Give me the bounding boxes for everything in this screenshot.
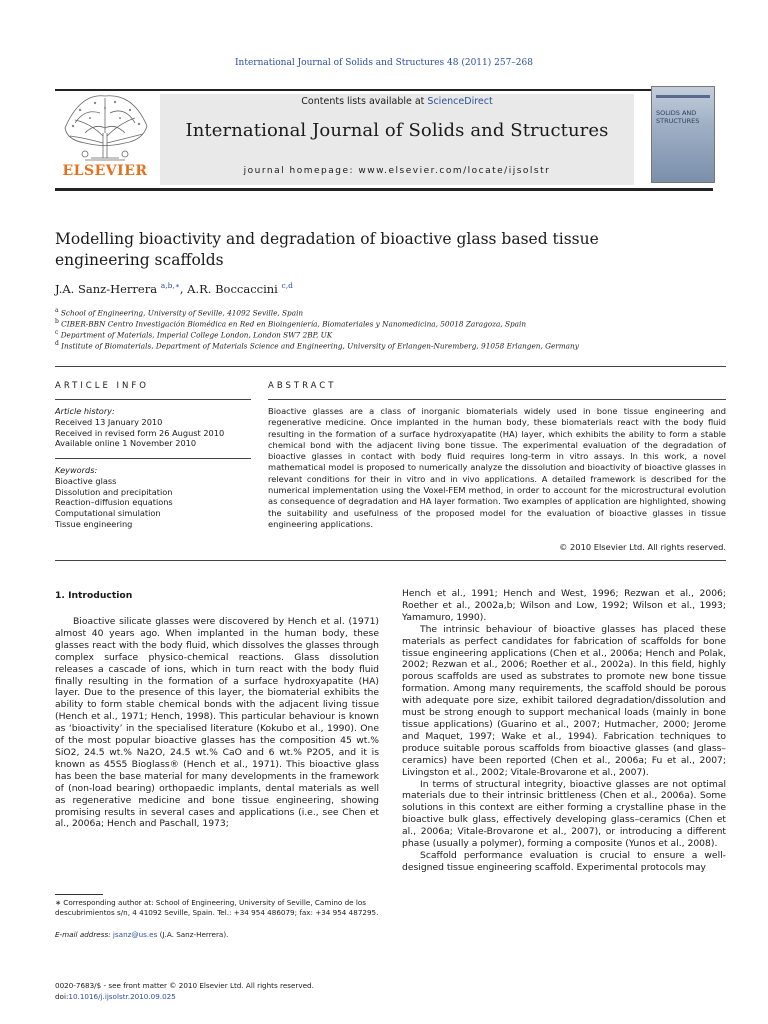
- footnote-rule: [55, 894, 103, 895]
- author-list: [55, 281, 293, 296]
- intro-paragraph-4: Scaffold performance evaluation is crucial to ensure a well-designed tissue engineering scaffold. Experimental protocols may: [402, 849, 726, 873]
- corresponding-author-note: ∗ Corresponding author at: School of Engineering, University of Seville, Camino de los descubrimientos s/n, 4 41092 Seville, Spain. Tel.: +34 954 486079; fax: +34 954 487295.: [55, 898, 379, 917]
- affiliation-text: School of Engineering, University of Seville, 41092 Seville, Spain: [60, 308, 304, 318]
- author-separator: ,: [179, 281, 188, 296]
- email-note: [55, 930, 385, 940]
- abstract-copyright: © 2010 Elsevier Ltd. All rights reserved.: [559, 542, 726, 552]
- body-column-left: [55, 616, 379, 830]
- intro-paragraph-3: In terms of structural integrity, bioactive glasses are not optimal materials due to their intrinsic brittleness (Chen et al., 2006a). Some solutions in this context are either forming a crystalline phase in the bioactive bulk glass, effectively developing glass–ceramics (Chen et al., 2006a; Vitale-Brovarone et al., 2007), or introducing a different phase (usually a polymer), forming a composite (Yunos et al., 2008).: [402, 778, 726, 850]
- article-title: Modelling bioactivity and degradation of bioactive glass based tissue engineering scaffolds: [55, 230, 599, 269]
- journal-homepage[interactable]: journal homepage: www.elsevier.com/locate/ijsolstr: [243, 166, 551, 176]
- intro-paragraph-continued: Hench et al., 1991; Hench and West, 1996; Rezwan et al., 2006; Roether et al., 2002a,b; Wilson and Low, 1992; Wilson et al., 1993; Yamamuro, 1990).: [402, 588, 726, 623]
- intro-paragraph-2: The intrinsic behaviour of bioactive glasses has placed these materials as perfect candidates for fabrication of scaffolds for bone tissue engineering applications (Chen et al., 2006a; Hench and Polak, 2002; Rezwan et al., 2006; Roether et al., 2002a). In this field, highly porous scaffolds are used as substrates to promote new bone tissue formation. Among many requirements, the scaffold should be porous with adequate pore size, exhibit tailored degradation/dissolution and must be strong enough to support mechanical loads (mainly in bone tissue applications) (Guarino et al., 2007; Hutmacher, 2000; Jerome and Maquet, 1997; Wake et al., 1994). Fabrication techniques to produce suitable porous scaffolds from bioactive glasses (and glass–ceramics) have been reported (Chen et al., 2006a; Fu et al., 2007; Livingston et al., 2002; Vitale-Brovarone et al., 2007).: [402, 623, 726, 778]
- article-info-rule: [55, 399, 251, 400]
- online-date: Available online 1 November 2010: [55, 438, 197, 449]
- contents-prefix: Contents lists available at: [301, 96, 428, 107]
- revised-date: Received in revised form 26 August 2010: [55, 427, 225, 438]
- body-column-right: [402, 588, 726, 874]
- keywords-label: Keywords:: [55, 465, 98, 475]
- affiliation-mark: b: [55, 318, 59, 325]
- author-1-affiliation-marks[interactable]: a,b,∗: [160, 281, 180, 290]
- article-history: [55, 406, 255, 449]
- affiliation-mark: a: [55, 307, 59, 314]
- journal-name: International Journal of Solids and Structures: [185, 120, 609, 141]
- affiliation-text: Institute of Biomaterials, Department of Materials Science and Engineering, University of Erlangen-Nuremberg, 91058 Erlangen, Germany: [61, 341, 579, 351]
- keyword: Tissue engineering: [55, 518, 133, 529]
- history-label: Article history:: [55, 406, 115, 416]
- keywords-rule: [55, 458, 251, 459]
- cover-title: SOLIDS AND STRUCTURES: [656, 109, 700, 125]
- author-2: A.R. Boccaccini: [187, 281, 278, 296]
- sciencedirect-link[interactable]: ScienceDirect: [427, 96, 493, 107]
- email-label: E-mail address:: [55, 930, 113, 939]
- affiliation-text: Department of Materials, Imperial College London, London SW7 2BP, UK: [60, 330, 333, 340]
- front-matter-line: 0020-7683/$ - see front matter © 2010 Elsevier Ltd. All rights reserved.: [55, 981, 314, 990]
- doi-block: [55, 981, 314, 1002]
- section-heading-introduction: 1. Introduction: [55, 590, 133, 601]
- affiliation-text: CIBER-BBN Centro Investigación Biomédica en Red en Bioingeniería, Biomateriales y Nanomedicina, 50018 Zaragoza, Spain: [61, 319, 527, 329]
- abstract-bottom-rule: [55, 560, 726, 561]
- article-info-heading: ARTICLE INFO: [55, 381, 149, 391]
- doi-line: [55, 992, 314, 1003]
- journal-cover-image[interactable]: [651, 86, 715, 183]
- intro-paragraph-1: Bioactive silicate glasses were discovered by Hench et al. (1971) almost 40 years ago. When implanted in the human body, these glasses react with the body fluid, which dissolves the glasses through complex surface physico-chemical reactions. Glass dissolution releases a cascade of ions, which in turn react with the body fluid finally resulting in the formation of a surface hydroxyapatite (HA) layer. Due to the presence of this layer, the biomaterial exhibits the ability to form stable chemical bonds with the adjacent living tissue (Hench et al., 1971; Hench, 1998). This particular behaviour is known as ‘bioactivity’ in the specialised literature (Kokubo et al., 1990). One of the most popular bioactive glasses has the composition 45 wt.% SiO2, 24.5 wt.% Na2O, 24.5 wt.% CaO and 6 wt.% P2O5, and it is known as 45S5 Bioglass® (Hench et al., 1971). This bioactive glass has been the base material for many developments in the framework of (non-load bearing) orthopaedic implants, dental materials as well as regenerative medicine and bone tissue engineering, showing promising results in several cases and applications (i.e., see Chen et al., 2006a; Hench and Paschall, 1973;: [55, 616, 379, 830]
- keyword: Reaction–diffusion equations: [55, 497, 173, 508]
- abstract-heading: ABSTRACT: [268, 381, 337, 391]
- doi-link[interactable]: 10.1016/j.ijsolstr.2010.09.025: [68, 991, 176, 1001]
- journal-citation[interactable]: International Journal of Solids and Structures 48 (2011) 257–268: [235, 58, 533, 68]
- affiliation-mark: c: [55, 329, 59, 336]
- header-bottom-rule: [55, 188, 713, 191]
- affiliation-b: [55, 318, 526, 328]
- keyword: Computational simulation: [55, 508, 161, 519]
- email-link[interactable]: jsanz@us.es: [112, 930, 158, 939]
- affiliation-mark: d: [55, 340, 59, 347]
- keyword: Dissolution and precipitation: [55, 486, 173, 497]
- doi-prefix: doi:: [55, 991, 69, 1001]
- abstract-text: Bioactive glasses are a class of inorganic biomaterials widely used in bone tissue engineering and regenerative medicine. Once implanted in the human body, these biomaterials react with the body fluid resulting in the formation of a surface hydroxyapatite (HA) layer, which exhibits the ability to form a stable chemical bond with the adjacent living bone tissue. The experimental evaluation of the degradation of bioactive glasses in contact with body fluid requires long-term in vitro assays. In this work, a novel mathematical model is proposed to numerically analyze the dissolution and bioactivity of bioactive glasses in relevant conditions for their in vitro and in vivo applications. A detailed framework is described for the numerical implementation using the Voxel-FEM method, in order to account for the microstructural evolution as consequence of degradation and HA layer formation. Two examples of application are highlighted, showing the suitability and usefulness of the proposed model for the evaluation of bioactive glasses in tissue engineering applications.: [268, 406, 726, 529]
- received-date: Received 13 January 2010: [55, 416, 163, 427]
- abstract-rule: [268, 399, 726, 400]
- keyword: Bioactive glass: [55, 475, 117, 486]
- contents-available: [160, 96, 634, 107]
- title-separator-rule: [55, 366, 726, 367]
- cover-band: [656, 95, 710, 98]
- author-2-affiliation-marks[interactable]: c,d: [281, 281, 293, 290]
- affiliation-d: [55, 340, 579, 350]
- keywords-block: [55, 465, 255, 530]
- affiliation-c: [55, 329, 332, 339]
- email-owner: (J.A. Sanz-Herrera).: [157, 930, 229, 939]
- publisher-logo-text[interactable]: ELSEVIER: [62, 163, 148, 179]
- author-1: J.A. Sanz-Herrera: [55, 281, 158, 296]
- affiliation-a: [55, 307, 303, 317]
